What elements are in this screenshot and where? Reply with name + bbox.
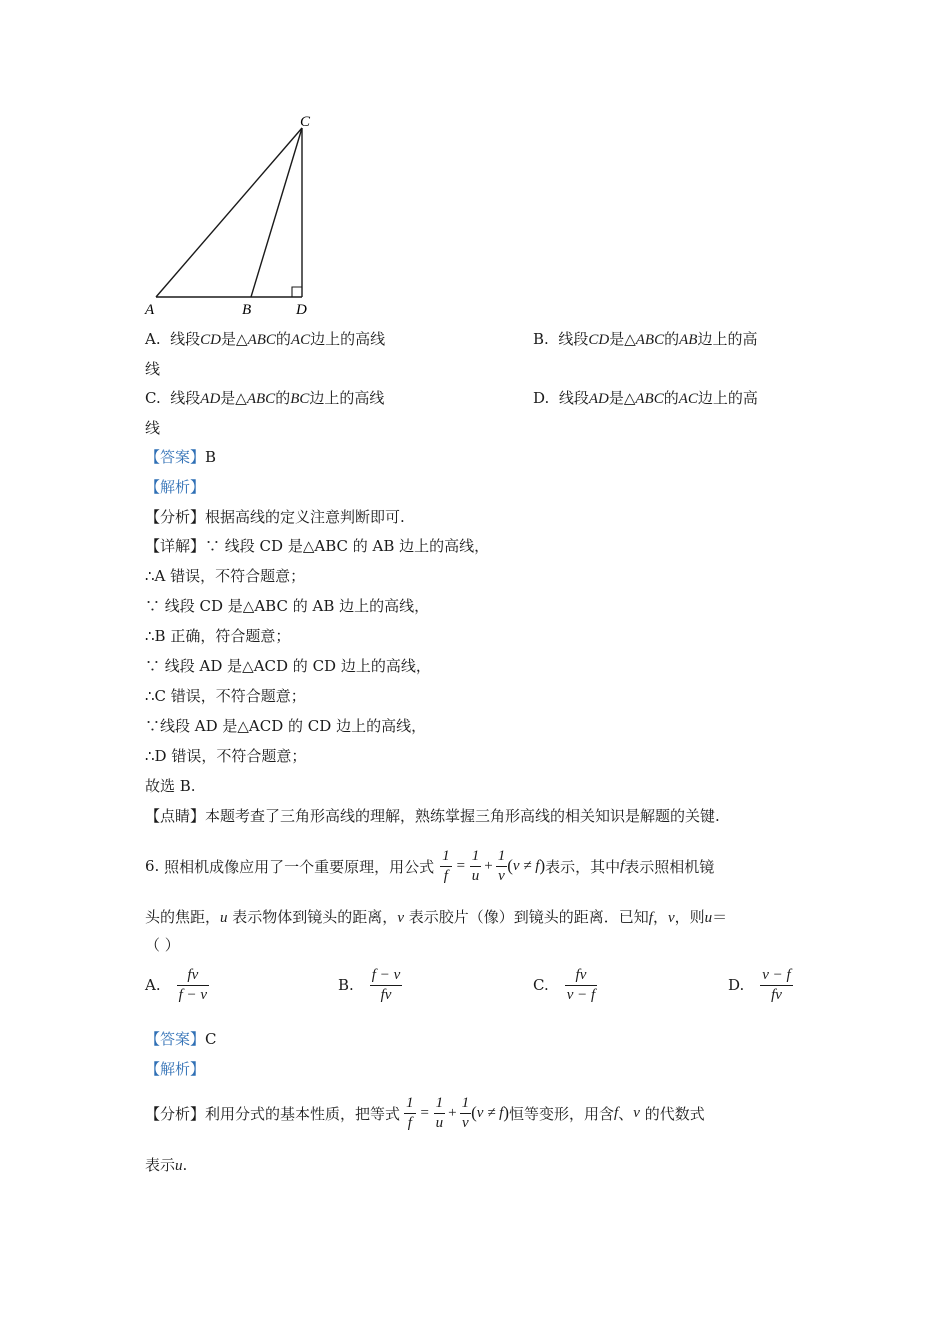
formula-lhs: $\frac{1}{f}$ — [442, 847, 450, 884]
option-b: B. 线段CD是△ABC的AB边上的高 — [533, 330, 758, 348]
right-angle-mark — [292, 287, 302, 297]
q6-blank: （ ） — [145, 936, 180, 954]
formula-condition: v ≠ f — [512, 857, 540, 874]
option-d-wrap: 线 — [145, 419, 161, 437]
label-c: C — [300, 114, 311, 130]
q5-detail-8: ∴D 错误，不符合题意； — [145, 747, 307, 765]
q5-detail-7: ∵线段 AD 是△ACD 的 CD 边上的高线， — [145, 717, 427, 735]
q6-answer: 【答案】C — [145, 1030, 217, 1048]
q5-fenxi: 【分析】根据高线的定义注意判断即可. — [145, 508, 405, 526]
q6-option-a: A. $\frac{fv}{f - v}$ — [145, 967, 208, 1003]
triangle-figure — [140, 110, 330, 320]
q6-option-c-frac: $\frac{fv}{v - f}$ — [566, 967, 596, 1003]
q5-detail-4: ∴B 正确，符合题意； — [145, 627, 291, 645]
q5-analysis-tag: 【解析】 — [145, 478, 206, 496]
q6-option-c: C. $\frac{fv}{v - f}$ — [533, 967, 596, 1003]
label-a: A — [145, 302, 155, 318]
q6-stem-line-1: 6. 照相机成像应用了一个重要原理，用公式 $\frac{1}{f}$ = $\frac{1}{u}$ + $\frac{1}{v}$ ( v ≠ f ) 表示，其中 f 表示照相机镜 — [145, 847, 715, 884]
fenxi-formula-term-u: $\frac{1}{u}$ — [435, 1094, 444, 1131]
q6-fenxi-line-1: 【分析】 利用分式的基本性质，把等式 $\frac{1}{f}$ = $\frac{1}{u}$ + $\frac{1}{v}$ ( v ≠ f ) 恒等变形，用含 f 、 v 的代数式 — [145, 1094, 705, 1131]
q5-detail-3: ∵ 线段 CD 是△ABC 的 AB 边上的高线， — [145, 597, 430, 615]
segment-bc — [251, 128, 302, 297]
option-a: A. 线段CD是△ABC的AC边上的高线 — [145, 330, 386, 348]
q6-stem-line-2: 头的焦距，u 表示物体到镜头的距离，v 表示胶片（像）到镜头的距离．已知f，v，则u＝ — [145, 908, 728, 926]
option-d: D. 线段AD是△ABC的AC边上的高 — [533, 389, 758, 407]
q5-detail-6: ∴C 错误，不符合题意； — [145, 687, 306, 705]
segment-ac — [156, 128, 302, 297]
q6-fenxi-line-2: 表示u. — [145, 1156, 188, 1174]
q5-detail-5: ∵ 线段 AD 是△ACD 的 CD 边上的高线， — [145, 657, 431, 675]
q6-option-b: B. $\frac{f - v}{fv}$ — [338, 967, 401, 1003]
label-d: D — [296, 302, 307, 318]
fenxi-formula-lhs: $\frac{1}{f}$ — [406, 1094, 414, 1131]
q5-dianjing: 【点睛】本题考查了三角形高线的理解，熟练掌握三角形高线的相关知识是解题的关键. — [145, 807, 720, 825]
q6-analysis-tag: 【解析】 — [145, 1060, 206, 1078]
q6-option-d: D. $\frac{v - f}{fv}$ — [728, 967, 791, 1003]
label-b: B — [242, 302, 252, 318]
q6-option-a-frac: $\frac{fv}{f - v}$ — [178, 967, 208, 1003]
formula-term-v: $\frac{1}{v}$ — [497, 847, 506, 884]
q5-detail-1: 【详解】∵ 线段 CD 是△ABC 的 AB 边上的高线， — [145, 537, 490, 555]
q5-detail-2: ∴A 错误，不符合题意； — [145, 567, 306, 585]
fenxi-formula-term-v: $\frac{1}{v}$ — [461, 1094, 470, 1131]
formula-term-u: $\frac{1}{u}$ — [471, 847, 480, 884]
option-c: C. 线段AD是△ABC的BC边上的高线 — [145, 389, 385, 407]
q5-answer: 【答案】B — [145, 448, 217, 466]
q5-detail-9: 故选 B. — [145, 777, 196, 795]
option-b-wrap: 线 — [145, 360, 161, 378]
fenxi-formula-condition: v ≠ f — [476, 1104, 504, 1121]
q6-option-d-frac: $\frac{v - f}{fv}$ — [762, 967, 791, 1003]
q6-option-b-frac: $\frac{f - v}{fv}$ — [371, 967, 401, 1003]
